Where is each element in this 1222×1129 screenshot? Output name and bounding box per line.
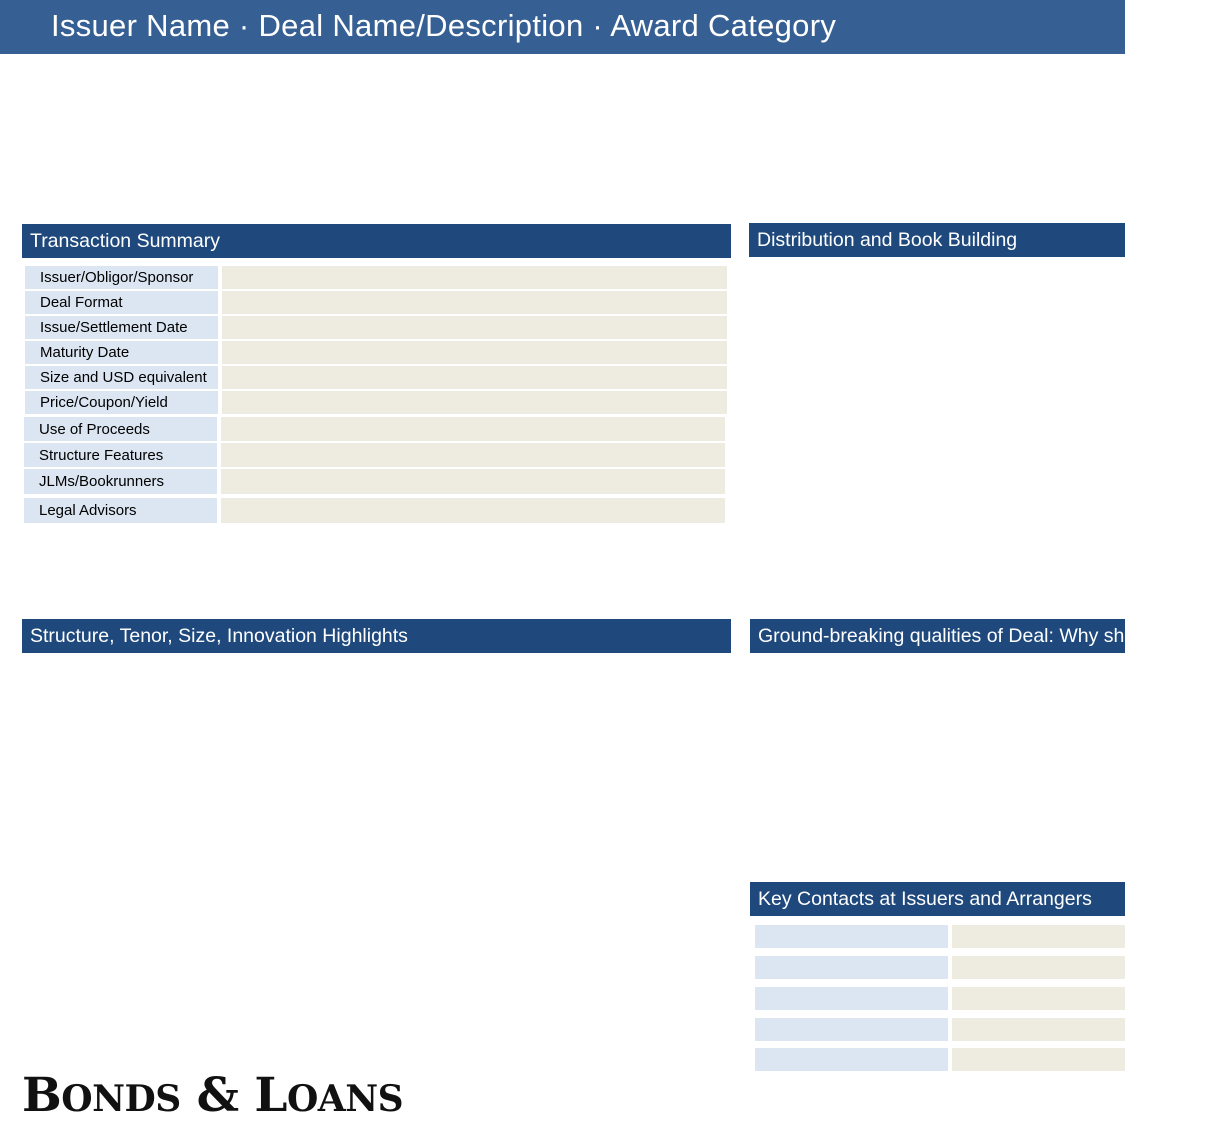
distribution-header: Distribution and Book Building — [749, 223, 1125, 257]
row-value-issue-date[interactable] — [222, 316, 727, 339]
row-value-use-of-proceeds[interactable] — [221, 417, 725, 441]
row-label-use-of-proceeds: Use of Proceeds — [24, 417, 217, 441]
row-value-jlms[interactable] — [221, 469, 725, 494]
row-label-issuer: Issuer/Obligor/Sponsor — [25, 266, 218, 289]
contact-name-field[interactable] — [755, 1018, 948, 1041]
bonds-loans-logo — [22, 1066, 403, 1129]
structure-highlights-header: Structure, Tenor, Size, Innovation Highlights — [22, 619, 731, 653]
logo-ampersand: & — [180, 1068, 255, 1123]
title-bar — [0, 0, 1125, 54]
logo-oans: OANS — [286, 1078, 404, 1120]
logo-onds: ONDS — [61, 1078, 181, 1120]
key-contacts-header: Key Contacts at Issuers and Arrangers — [750, 882, 1125, 916]
transaction-summary-header: Transaction Summary — [22, 224, 731, 258]
row-value-deal-format[interactable] — [222, 291, 727, 314]
row-label-jlms: JLMs/Bookrunners — [24, 469, 217, 494]
row-label-structure-features: Structure Features — [24, 443, 217, 467]
row-label-legal-advisors: Legal Advisors — [24, 498, 217, 523]
row-value-legal-advisors[interactable] — [221, 498, 725, 523]
row-value-maturity-date[interactable] — [222, 341, 727, 364]
contact-detail-field[interactable] — [952, 1018, 1125, 1041]
row-label-size: Size and USD equivalent — [25, 366, 218, 389]
row-value-price[interactable] — [222, 391, 727, 414]
row-label-issue-date: Issue/Settlement Date — [25, 316, 218, 339]
contact-detail-field[interactable] — [952, 925, 1125, 948]
row-value-issuer[interactable] — [222, 266, 727, 289]
contact-name-field[interactable] — [755, 925, 948, 948]
contact-detail-field[interactable] — [952, 1048, 1125, 1071]
contact-detail-field[interactable] — [952, 987, 1125, 1010]
row-label-maturity-date: Maturity Date — [25, 341, 218, 364]
row-label-price: Price/Coupon/Yield — [25, 391, 218, 414]
row-label-deal-format: Deal Format — [25, 291, 218, 314]
logo-l: L — [254, 1068, 287, 1123]
contact-detail-field[interactable] — [952, 956, 1125, 979]
row-value-size[interactable] — [222, 366, 727, 389]
contact-name-field[interactable] — [755, 1048, 948, 1071]
contact-name-field[interactable] — [755, 987, 948, 1010]
row-value-structure-features[interactable] — [221, 443, 725, 467]
ground-breaking-header: Ground-breaking qualities of Deal: Why should it win? — [750, 619, 1125, 653]
page-title: Issuer Name · Deal Name/Description · Award Category — [51, 8, 837, 43]
logo-b: B — [22, 1068, 62, 1123]
contact-name-field[interactable] — [755, 956, 948, 979]
